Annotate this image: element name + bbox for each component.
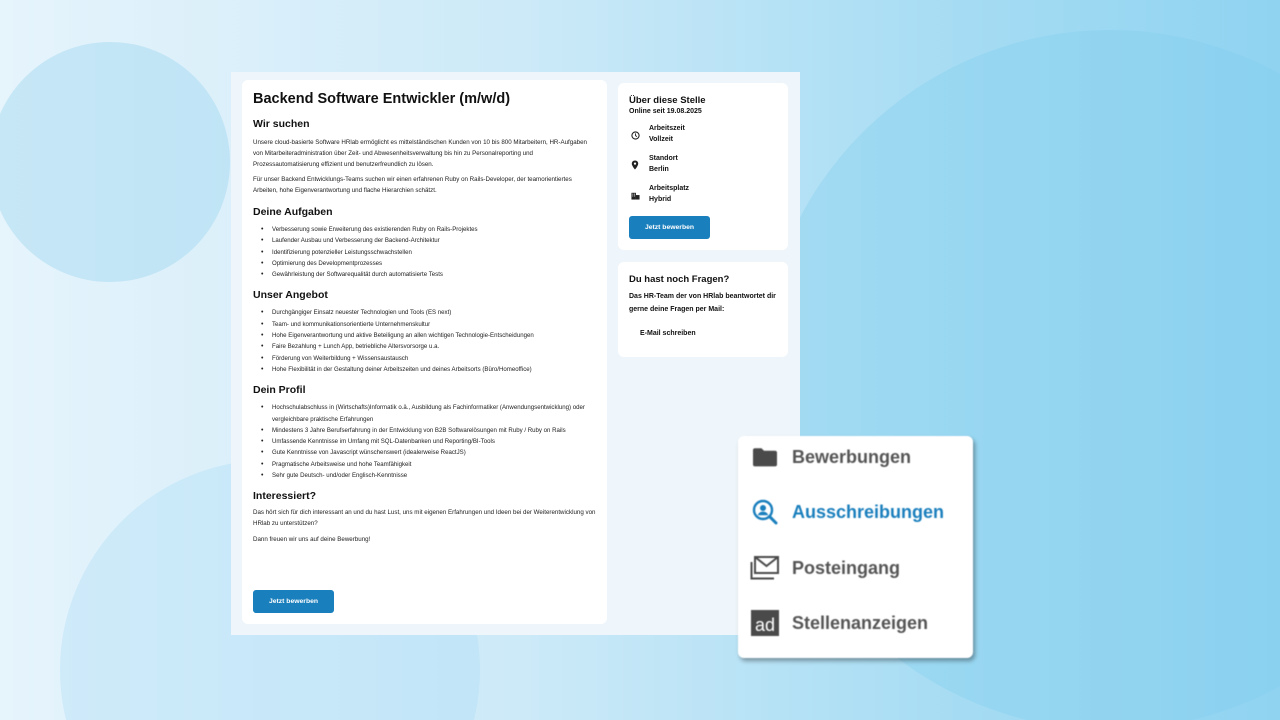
ad-icon	[750, 609, 780, 637]
paragraph: Unsere cloud-basierte Software HRlab ermöglicht es mittelständischen Kunden von 10 bis 800 Mitarbeitern, HR-Aufgaben von Mitarbeiteradministration über Zeit- und Abwesenheitsverwaltung bis hin zu Personalreporting und Prozessautomatisierung effizient und benutzerfreundlich zu lösen.	[253, 139, 587, 168]
list-item: • Pragmatische Arbeitsweise und hohe Teamfähigkeit	[253, 459, 596, 470]
inbox-mail-icon	[750, 554, 780, 582]
info-value: Vollzeit	[649, 136, 673, 143]
building-icon	[629, 191, 649, 200]
info-row-arbeitszeit	[629, 124, 777, 146]
list-item: • Optimierung des Developmentprozesses	[253, 258, 596, 269]
svg-text:ad: ad	[754, 615, 776, 635]
list-item: • Mindestens 3 Jahre Berufserfahrung in der Entwicklung von B2B Softwarelösungen mit Ruby / Ruby on Rails	[253, 425, 596, 436]
paragraph: Für unser Backend Entwicklungs-Teams suchen wir einen erfahrenen Ruby on Rails-Developer, der teamorientiertes Arbeiten, hohe Eigenverantwortung und flache Hierarchien schätzt.	[253, 176, 572, 195]
questions-text: Das HR-Team der von HRlab beantwortet dir gerne deine Fragen per Mail:	[629, 293, 776, 313]
info-label: Arbeitsplatz	[649, 185, 690, 192]
paragraph: Dann freuen wir uns auf deine Bewerbung!	[253, 535, 371, 543]
location-pin-icon	[629, 160, 649, 170]
list-item: • Förderung von Weiterbildung + Wissensaustausch	[253, 353, 596, 364]
info-label: Arbeitszeit	[649, 125, 685, 132]
aufgaben-list	[253, 224, 596, 280]
job-title: Backend Software Entwickler (m/w/d)	[253, 91, 511, 107]
apply-button[interactable]: Jetzt bewerben	[253, 590, 334, 613]
paragraph: Das hört sich für dich interessant an und du hast Lust, uns mit eigenen Erfahrungen und Ideen bei der Weiterentwicklung von HRlab zu unterstützen?	[253, 509, 596, 528]
background-circle	[0, 42, 230, 282]
angebot-list	[253, 307, 596, 375]
info-row-arbeitsplatz	[629, 184, 777, 206]
list-item: • Hohe Flexibilität in der Gestaltung deiner Arbeitszeiten und deines Arbeitsorts (Büro/Homeoffice)	[253, 364, 596, 375]
search-person-icon	[750, 498, 780, 526]
apply-button-side[interactable]: Jetzt bewerben	[629, 216, 710, 239]
info-label: Standort	[649, 155, 678, 162]
folder-icon	[750, 443, 780, 471]
about-title: Über diese Stelle	[629, 95, 706, 106]
clock-icon	[629, 131, 649, 140]
list-item: • Umfassende Kenntnisse im Umfang mit SQL-Datenbanken und Reporting/BI-Tools	[253, 436, 596, 447]
job-description-card	[242, 80, 607, 624]
list-item: • Hochschulabschluss in (Wirtschafts)Informatik o.ä., Ausbildung als Fachinformatiker (Anwendungsentwicklung) oder vergleichbare praktische Erfahrungen	[253, 402, 596, 425]
section-heading-aufgaben: Deine Aufgaben	[253, 205, 333, 218]
section-heading-angebot: Unser Angebot	[253, 289, 328, 302]
info-value: Hybrid	[649, 196, 672, 203]
list-item: • Faire Bezahlung + Lunch App, betriebliche Altersvorsorge u.a.	[253, 341, 596, 352]
list-item: • Gute Kenntnisse von Javascript wünschenswert (idealerweise ReactJS)	[253, 447, 596, 458]
menu-item-stellenanzeigen[interactable]	[750, 609, 928, 637]
menu-item-label: Ausschreibungen	[792, 501, 945, 522]
profil-list	[253, 402, 596, 481]
menu-item-label: Stellenanzeigen	[792, 612, 929, 633]
questions-card	[618, 262, 788, 357]
list-item: • Sehr gute Deutsch- und/oder Englisch-Kenntnisse	[253, 470, 596, 481]
info-value: Berlin	[649, 166, 669, 173]
list-item: • Durchgängiger Einsatz neuester Technologien und Tools (ES next)	[253, 307, 596, 318]
list-item: • Hohe Eigenverantwortung und aktive Beteiligung an allen wichtigen Technologie-Entscheidungen	[253, 330, 596, 341]
list-item: • Identifizierung potenzieller Leistungsschwachstellen	[253, 247, 596, 258]
menu-item-bewerbungen[interactable]	[750, 443, 911, 471]
section-heading-interessiert: Interessiert?	[253, 490, 317, 503]
info-row-standort	[629, 154, 777, 176]
list-item: • Gewährleistung der Softwarequalität durch automatisierte Tests	[253, 269, 596, 280]
list-item: • Laufender Ausbau und Verbesserung der Backend-Architektur	[253, 235, 596, 246]
email-link[interactable]: E-Mail schreiben	[640, 330, 696, 337]
section-heading-profil: Dein Profil	[253, 384, 306, 397]
menu-item-label: Posteingang	[792, 557, 901, 578]
about-job-card	[618, 83, 788, 250]
list-item: • Team- und kommunikationsorientierte Unternehmenskultur	[253, 319, 596, 330]
section-heading-wir-suchen: Wir suchen	[253, 118, 310, 130]
menu-item-label: Bewerbungen	[792, 446, 912, 467]
menu-item-ausschreibungen[interactable]	[750, 498, 944, 526]
online-since: Online seit 19.08.2025	[629, 108, 702, 115]
list-item: • Verbesserung sowie Erweiterung des existierenden Ruby on Rails-Projektes	[253, 224, 596, 235]
navigation-menu-popup	[738, 436, 973, 658]
menu-item-posteingang[interactable]	[750, 554, 900, 582]
questions-title: Du hast noch Fragen?	[629, 274, 730, 285]
